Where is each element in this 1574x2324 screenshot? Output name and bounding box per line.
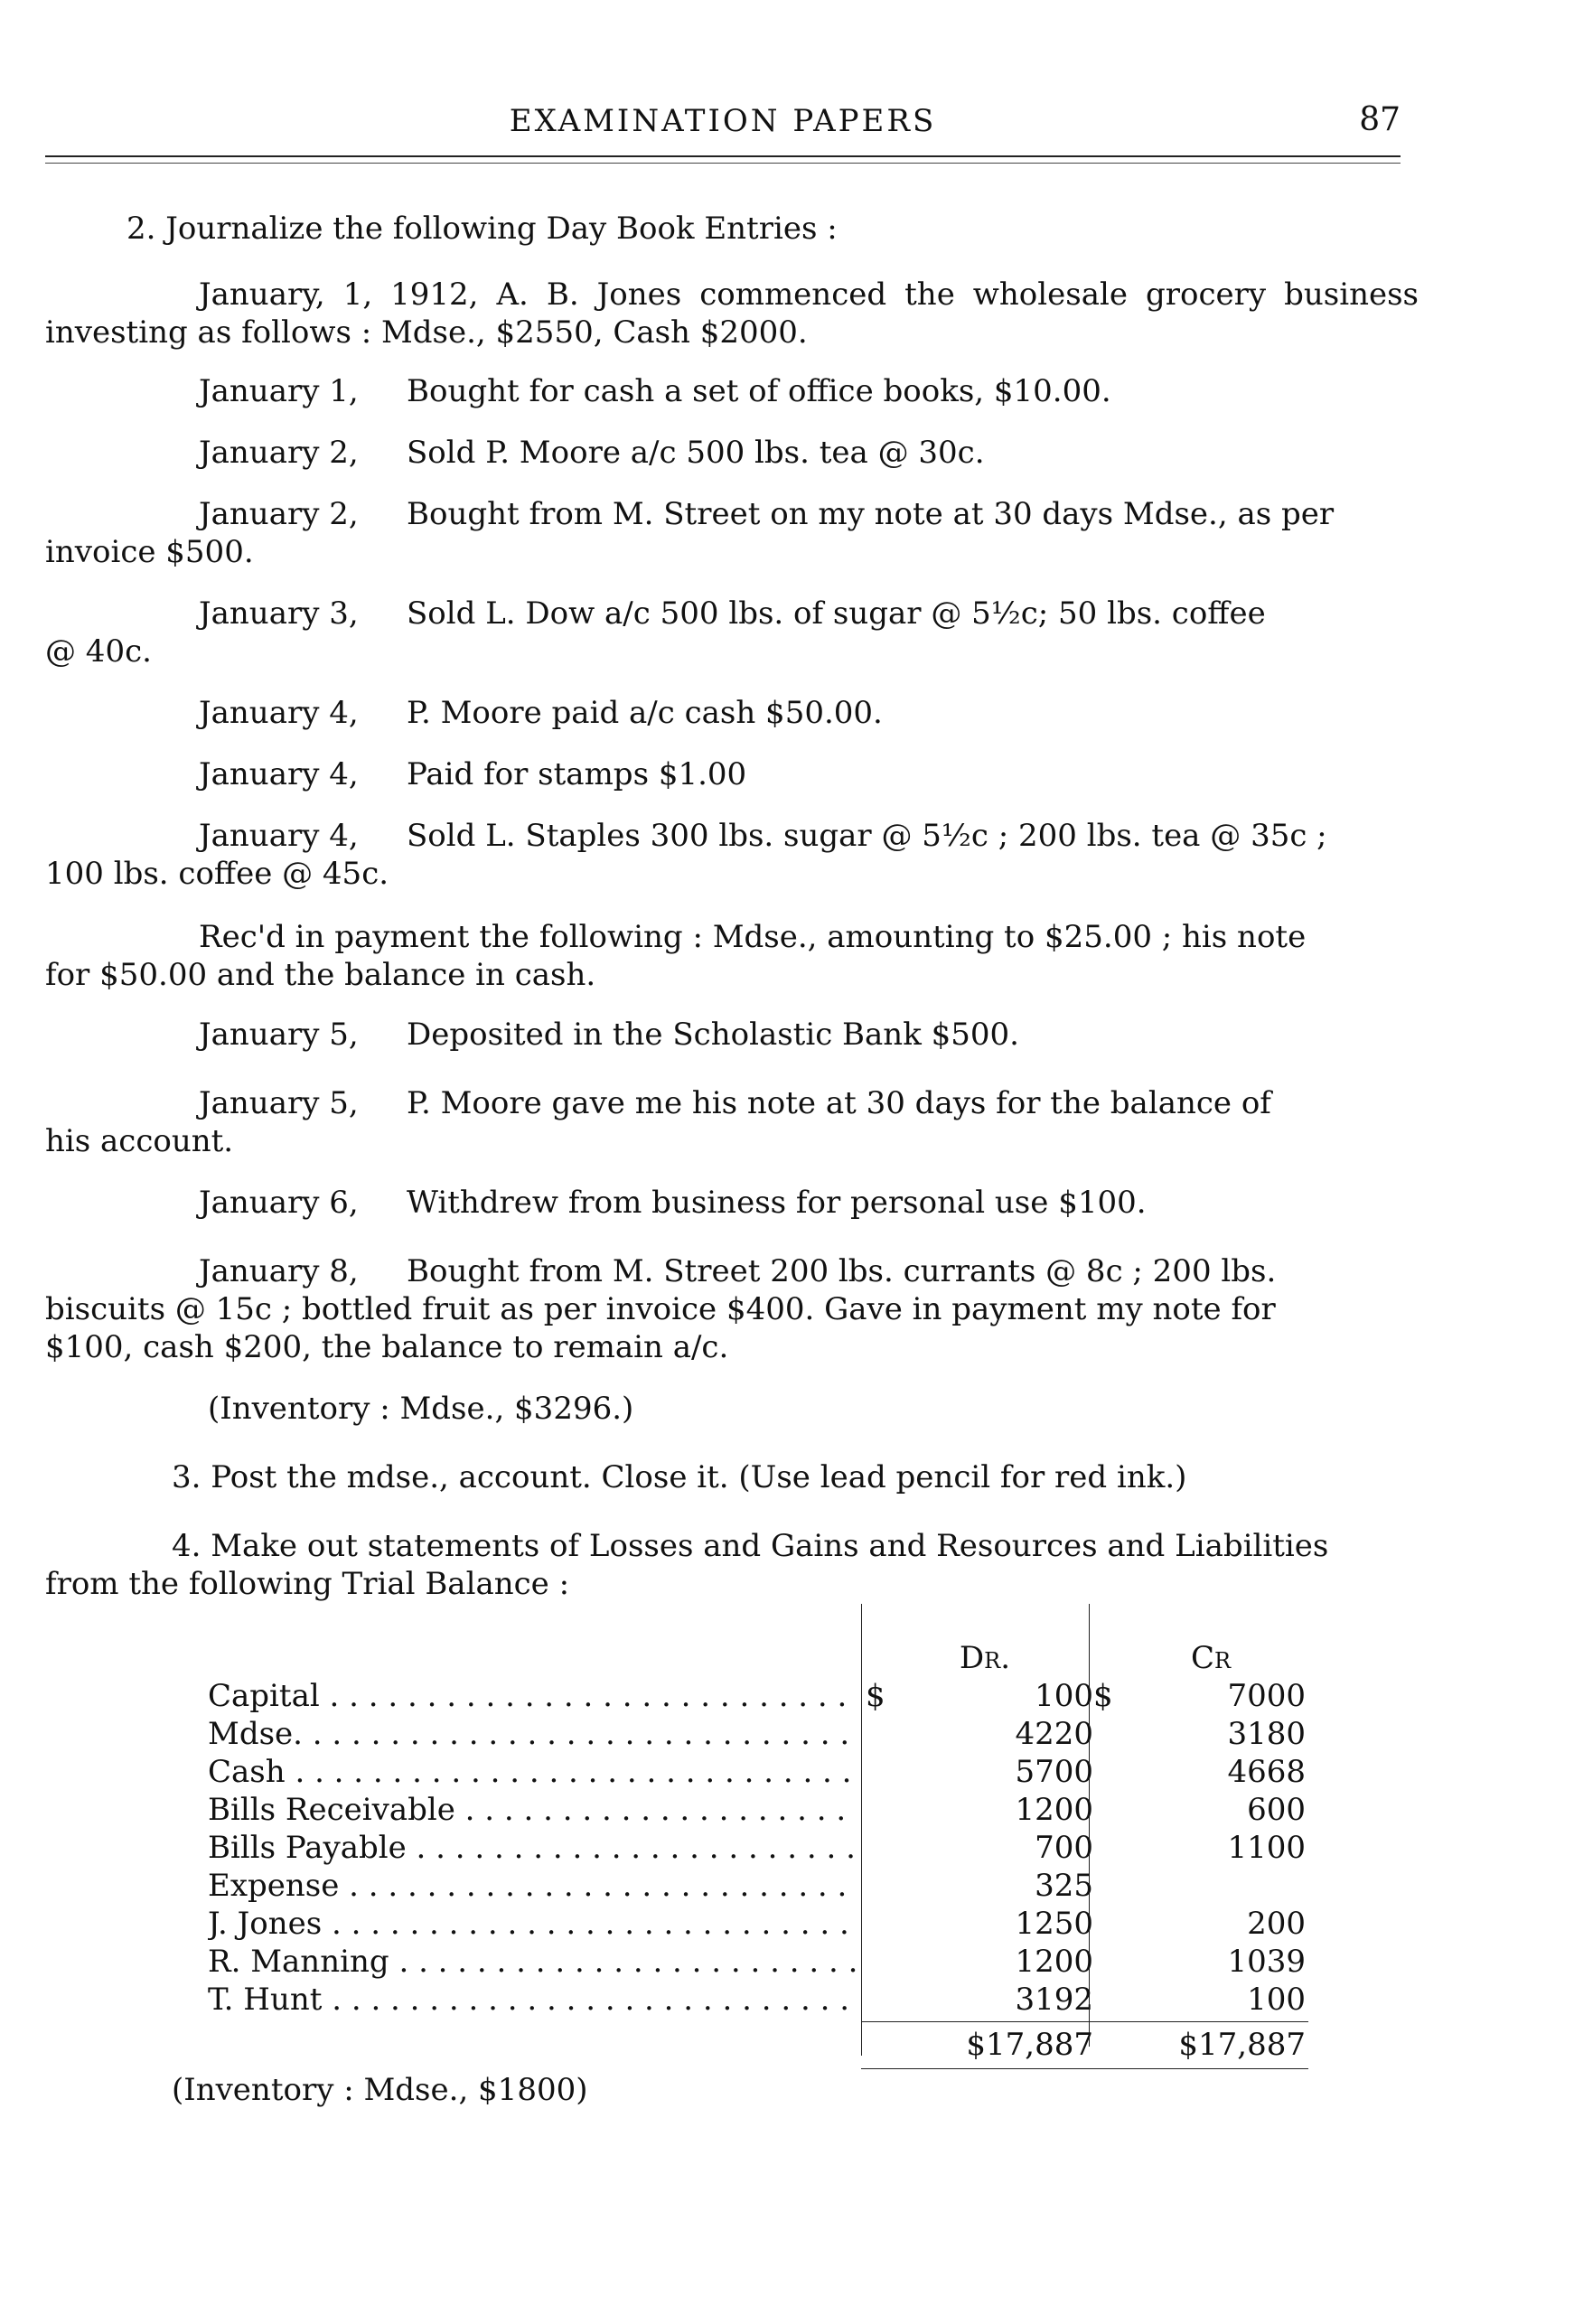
- question-4-inventory: (Inventory : Mdse., $1800): [172, 2072, 588, 2108]
- header-rule-bottom: [45, 163, 1401, 164]
- entry-text: Bought for cash a set of office books, $10.00.: [407, 373, 1111, 409]
- entry-text: Sold L. Dow a/c 500 lbs. of sugar @ 5½c; 50 lbs. coffee: [407, 595, 1266, 632]
- dr-currency-symbol: $: [866, 1678, 885, 1714]
- entry-1: [45, 372, 1419, 410]
- entry-3-continuation: invoice $500.: [45, 534, 254, 570]
- entry-7-continuation: 100 lbs. coffee @ 45c.: [45, 856, 389, 892]
- table-header-row: [208, 1640, 1319, 1678]
- entry-6: [45, 755, 1419, 793]
- entry-text: P. Moore paid a/c cash $50.00.: [407, 695, 883, 731]
- table-row: [208, 1944, 1319, 1982]
- entry-date: January 5,: [199, 1017, 359, 1053]
- entry-12: [45, 1252, 1419, 1290]
- running-title: EXAMINATION PAPERS: [509, 103, 937, 139]
- entry-date: January 4,: [199, 756, 359, 792]
- account-name: Bills Payable . . .: [208, 1830, 858, 1866]
- entry-date: January 3,: [199, 595, 359, 632]
- debit-value: 1200: [1015, 1944, 1093, 1980]
- entry-10-continuation: his account.: [45, 1123, 234, 1159]
- credit-value: 1039: [1227, 1944, 1306, 1980]
- question-4-heading: 4. Make out statements of Losses and Gains and Resources and Liabilities: [172, 1528, 1329, 1564]
- entry-text: P. Moore gave me his note at 30 days for the balance of: [407, 1085, 1271, 1121]
- credit-header: Cr: [1190, 1640, 1232, 1676]
- credit-total: $17,887: [1178, 2027, 1306, 2063]
- debit-value: 4220: [1015, 1716, 1093, 1752]
- entry-date: January 6,: [199, 1185, 359, 1221]
- entry-9: [45, 1016, 1419, 1054]
- entry-text: Paid for stamps $1.00: [407, 756, 747, 792]
- debit-value: 1200: [1015, 1792, 1093, 1828]
- entry-8-continuation: for $50.00 and the balance in cash.: [45, 957, 596, 993]
- entry-text: Withdrew from business for personal use $100.: [407, 1185, 1147, 1221]
- table-row: [208, 1716, 1319, 1754]
- entry-date: January 8,: [199, 1253, 359, 1289]
- page-number: 87: [1359, 101, 1401, 138]
- question-3: 3. Post the mdse., account. Close it. (Use lead pencil for red ink.): [172, 1459, 1187, 1495]
- account-name: R. Manning . . .: [208, 1944, 858, 1980]
- entry-text: Sold P. Moore a/c 500 lbs. tea @ 30c.: [407, 435, 985, 471]
- account-name: Bills Receivable . . .: [208, 1792, 858, 1828]
- account-name: Capital . . .: [208, 1678, 858, 1714]
- entry-date: January 4,: [199, 695, 359, 731]
- entry-text: Deposited in the Scholastic Bank $500.: [407, 1017, 1019, 1053]
- entry-date: January 2,: [199, 496, 359, 532]
- debit-value: 325: [1035, 1868, 1093, 1904]
- page-header: [45, 99, 1401, 145]
- account-name: Expense . . .: [208, 1868, 858, 1904]
- entry-10: [45, 1084, 1419, 1122]
- entry-date: January 1,: [199, 373, 359, 409]
- credit-value: 3180: [1227, 1716, 1306, 1752]
- cr-currency-symbol: $: [1093, 1678, 1113, 1714]
- account-name: J. Jones . . .: [208, 1906, 858, 1942]
- debit-value: 700: [1035, 1830, 1093, 1866]
- table-row: [208, 1906, 1319, 1944]
- table-row: [208, 1678, 1319, 1716]
- table-row: [208, 1830, 1319, 1868]
- entry-7: [45, 817, 1419, 855]
- credit-value: 4668: [1227, 1754, 1306, 1790]
- table-row: [208, 1754, 1319, 1792]
- entry-4-continuation: @ 40c.: [45, 633, 152, 670]
- question-2-inventory: (Inventory : Mdse., $3296.): [208, 1391, 634, 1427]
- question-2-heading: 2. Journalize the following Day Book Entries :: [126, 211, 838, 247]
- entry-text: Bought from M. Street on my note at 30 days Mdse., as per: [407, 496, 1335, 532]
- total-rule-bottom: [861, 2068, 1308, 2069]
- entry-12-continuation: biscuits @ 15c ; bottled fruit as per invoice $400. Gave in payment my note for: [45, 1291, 1276, 1327]
- credit-value: 600: [1247, 1792, 1306, 1828]
- credit-value: 100: [1247, 1982, 1306, 2018]
- entry-3: [45, 495, 1419, 533]
- entry-11: [45, 1184, 1419, 1222]
- entry-text: Rec'd in payment the following : Mdse., amounting to $25.00 ; his note: [199, 919, 1307, 955]
- debit-total: $17,887: [966, 2027, 1093, 2063]
- entry-12-continuation-2: $100, cash $200, the balance to remain a/c.: [45, 1329, 729, 1365]
- entry-date: January 2,: [199, 435, 359, 471]
- table-row: [208, 1792, 1319, 1830]
- entry-8: [45, 918, 1419, 956]
- question-4-continuation: from the following Trial Balance :: [45, 1566, 570, 1602]
- entry-2: [45, 434, 1419, 472]
- header-rule-top: [45, 155, 1401, 157]
- entry-5: [45, 694, 1419, 732]
- entry-text: Sold L. Staples 300 lbs. sugar @ 5½c ; 200 lbs. tea @ 35c ;: [407, 818, 1327, 854]
- entry-date: January 5,: [199, 1085, 359, 1121]
- account-name: T. Hunt . . .: [208, 1982, 858, 2018]
- credit-value: 200: [1247, 1906, 1306, 1942]
- entry-date: January 4,: [199, 818, 359, 854]
- question-2-intro: January, 1, 1912, A. B. Jones commenced the wholesale grocery business investing as follows : Mdse., $2550, Cash $2000.: [45, 276, 1419, 351]
- entry-4: [45, 595, 1419, 633]
- table-row: [208, 1982, 1319, 2019]
- account-name: Mdse. . . .: [208, 1716, 858, 1752]
- total-rule: [861, 2021, 1308, 2022]
- table-total-row: [208, 2027, 1319, 2065]
- credit-value: 7000: [1227, 1678, 1306, 1714]
- debit-value: 1250: [1015, 1906, 1093, 1942]
- debit-header: Dr.: [959, 1640, 1011, 1676]
- debit-value: 3192: [1015, 1982, 1093, 2018]
- account-name: Cash . . .: [208, 1754, 858, 1790]
- credit-value: 1100: [1227, 1830, 1306, 1866]
- entry-text: Bought from M. Street 200 lbs. currants @ 8c ; 200 lbs.: [407, 1253, 1277, 1289]
- table-row: [208, 1868, 1319, 1906]
- debit-value: 5700: [1015, 1754, 1093, 1790]
- debit-value: 100: [1035, 1678, 1093, 1714]
